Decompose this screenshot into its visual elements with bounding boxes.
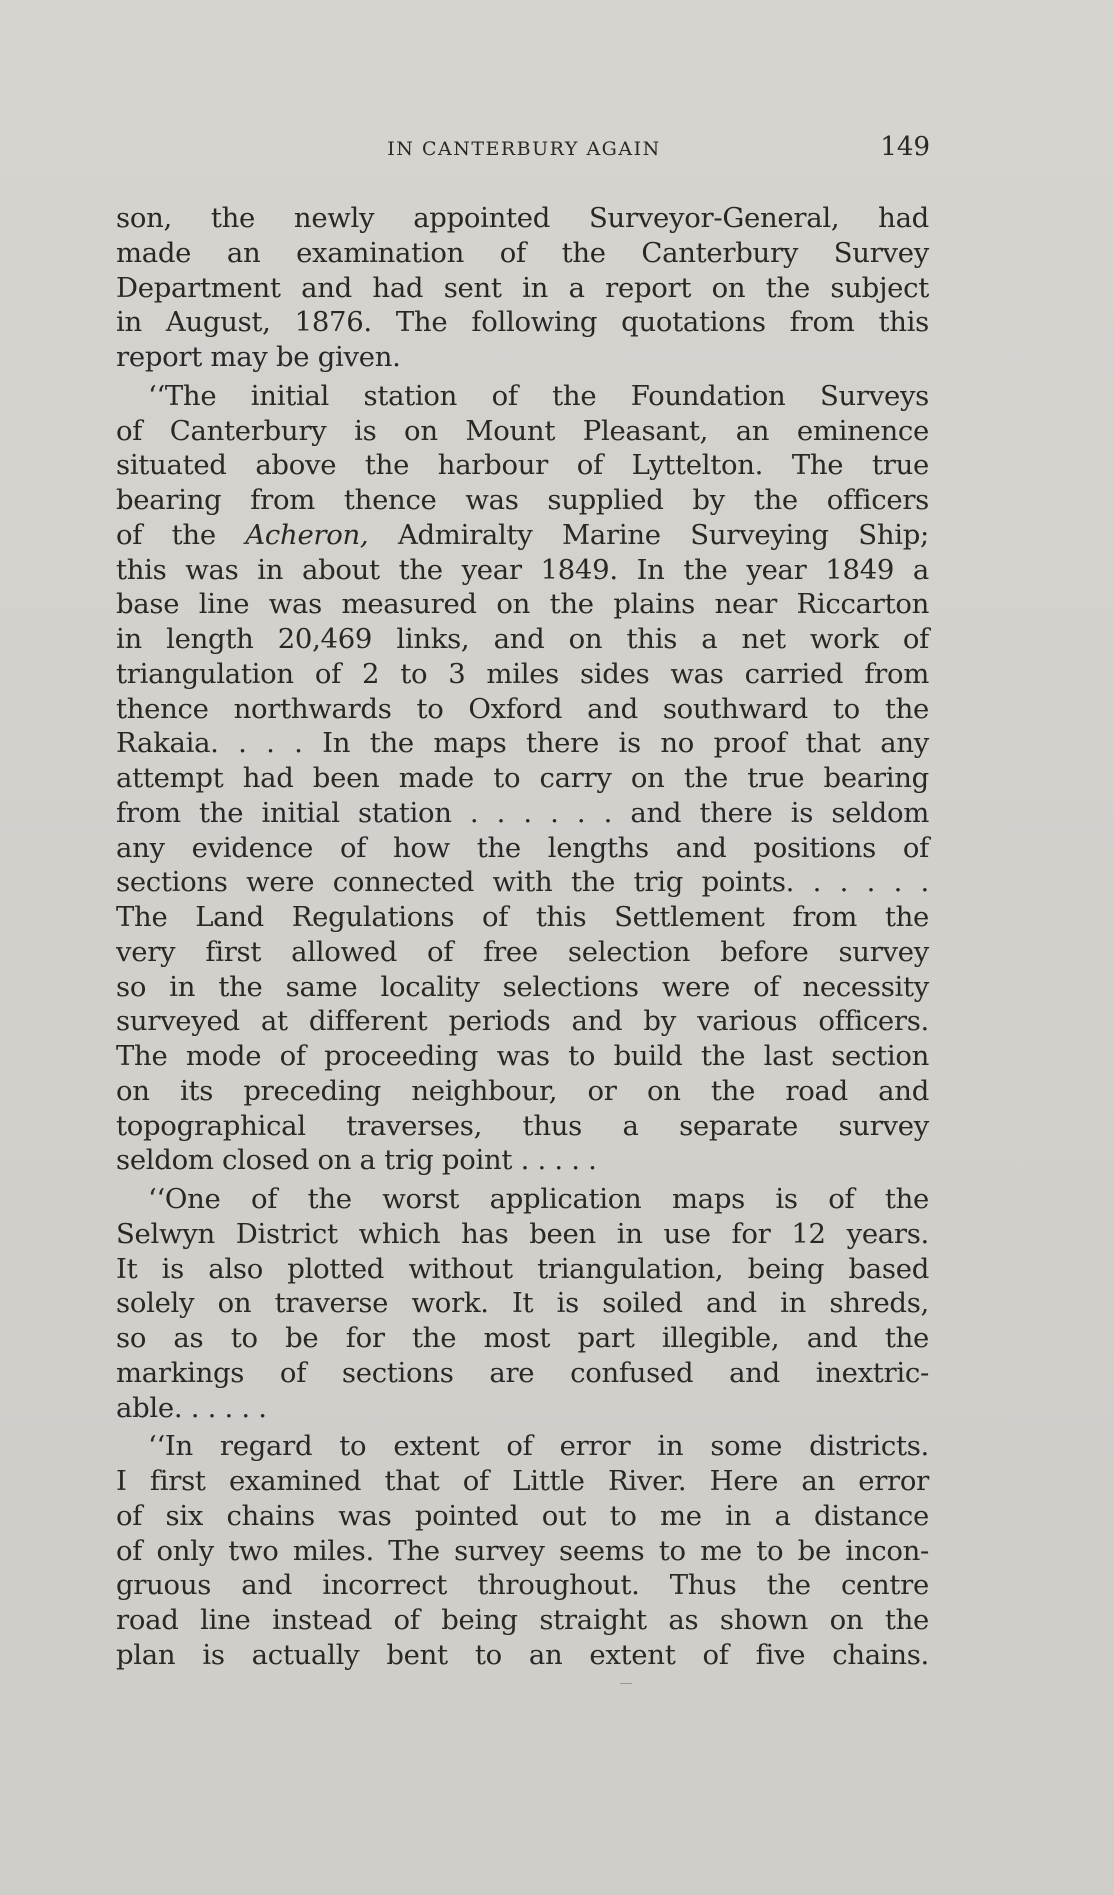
paragraph-1 <box>116 201 929 375</box>
page-header <box>118 132 930 166</box>
paragraph-4 <box>116 1429 929 1672</box>
paragraph-3 <box>116 1182 929 1425</box>
text-line: It is also plotted without triangulation, being based <box>116 1252 929 1285</box>
text-line: triangulation of 2 to 3 miles sides was carried from <box>116 657 929 690</box>
text-line: base line was measured on the plains near Riccarton <box>116 588 929 621</box>
text-line: thence northwards to Oxford and southward to the <box>116 692 929 725</box>
text-fragment: Admiralty Marine Surveying Ship; <box>368 518 929 551</box>
text-line: Selwyn District which has been in use for 12 years. <box>116 1217 929 1250</box>
text-line: Department and had sent in a report on the subject <box>116 271 929 304</box>
text-line: markings of sections are confused and inextric- <box>116 1356 929 1389</box>
text-line: sections were connected with the trig points. . . . . . <box>116 866 929 899</box>
text-line: of Canterbury is on Mount Pleasant, an eminence <box>116 414 929 447</box>
text-line: of only two miles. The survey seems to me to be incon- <box>116 1534 929 1567</box>
text-line: Rakaia. . . . In the maps there is no proof that any <box>116 727 929 760</box>
text-line: I first examined that of Little River. Here an error <box>116 1465 929 1497</box>
text-line: this was in about the year 1849. In the year 1849 a <box>116 553 929 586</box>
text-line: report may be given. <box>116 341 401 373</box>
paragraph-2 <box>116 379 929 1178</box>
text-line: in length 20,469 links, and on this a net work of <box>116 623 929 655</box>
text-line: very first allowed of free selection before survey <box>116 935 929 968</box>
ship-name: Acheron, <box>245 518 369 551</box>
text-line: so as to be for the most part illegible, and the <box>116 1322 929 1354</box>
text-line: in August, 1876. The following quotations from this <box>116 306 929 339</box>
text-line: bearing from thence was supplied by the officers <box>116 484 929 516</box>
text-line: made an examination of the Canterbury Survey <box>116 236 929 269</box>
text-line: attempt had been made to carry on the true bearing <box>116 762 929 794</box>
text-line: situated above the harbour of Lyttelton. The true <box>116 449 929 482</box>
text-line: on its preceding neighbour, or on the road and <box>116 1074 929 1107</box>
body-text <box>116 201 929 1673</box>
text-line: topographical traverses, thus a separate survey <box>116 1109 929 1142</box>
text-line: plan is actually bent to an extent of five chains. <box>116 1638 929 1671</box>
text-fragment: of the <box>116 518 246 551</box>
page-number: 149 <box>880 132 930 162</box>
text-line: ‘‘One of the worst application maps is of the <box>148 1183 929 1215</box>
text-line: road line instead of being straight as shown on the <box>116 1604 929 1636</box>
print-mark <box>620 1683 632 1684</box>
text-line: ‘‘The initial station of the Foundation Surveys <box>148 379 929 412</box>
text-line: gruous and incorrect throughout. Thus the centre <box>116 1569 929 1602</box>
text-line: The Land Regulations of this Settlement from the <box>116 901 929 933</box>
text-line: ‘‘In regard to extent of error in some districts. <box>148 1430 929 1463</box>
text-line: solely on traverse work. It is soiled and in shreds, <box>116 1287 929 1320</box>
text-line: son, the newly appointed Surveyor-General, had <box>116 202 929 234</box>
text-line: seldom closed on a trig point . . . . . <box>116 1144 597 1177</box>
running-head: IN CANTERBURY AGAIN <box>387 138 661 160</box>
text-line: surveyed at different periods and by various officers. <box>116 1005 929 1038</box>
text-line: able. . . . . . <box>116 1391 267 1424</box>
text-line-with-ship-name <box>116 518 929 553</box>
text-line: so in the same locality selections were of necessity <box>116 970 929 1003</box>
text-line: The mode of proceeding was to build the last section <box>116 1040 929 1072</box>
text-line: any evidence of how the lengths and positions of <box>116 831 929 864</box>
text-line: of six chains was pointed out to me in a distance <box>116 1499 929 1532</box>
text-line: from the initial station . . . . . . and there is seldom <box>116 796 929 829</box>
